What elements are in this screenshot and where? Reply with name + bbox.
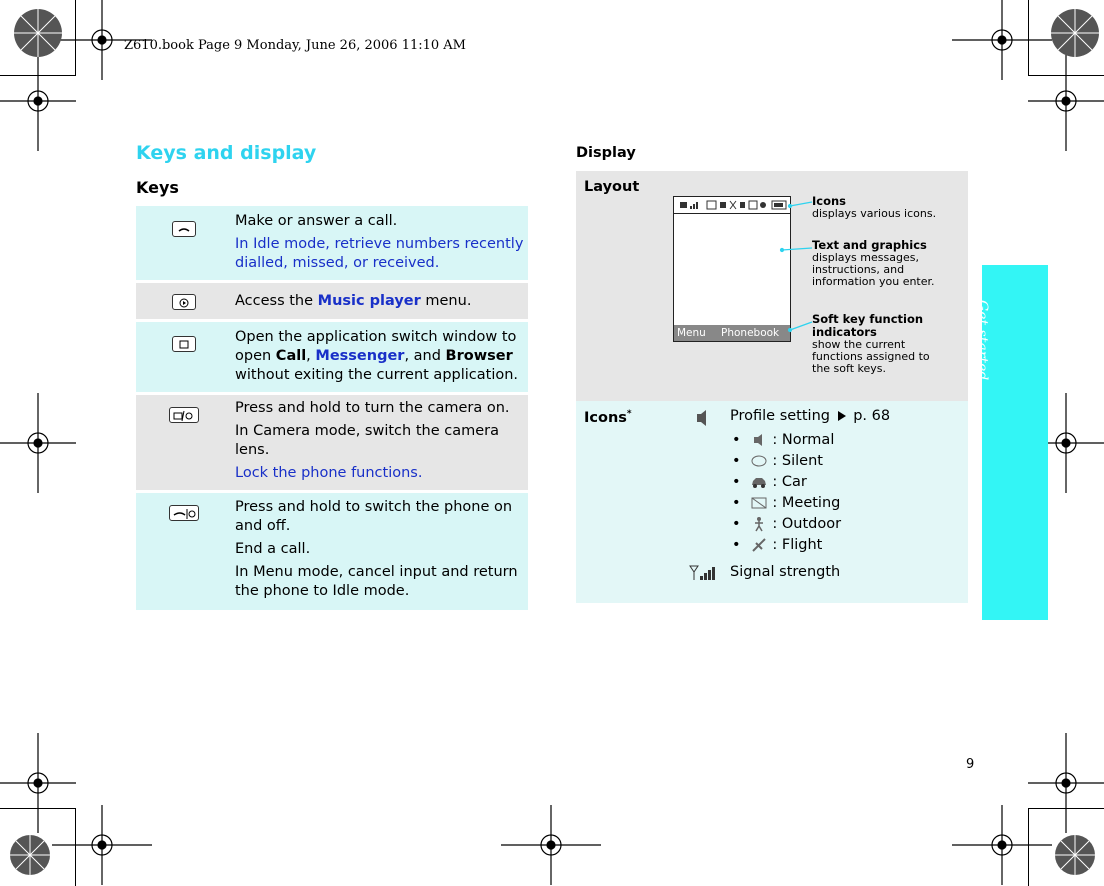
- profiles-list: [732, 430, 841, 556]
- key-camera-desc3: Lock the phone functions.: [235, 465, 423, 481]
- key-row-music: [136, 283, 528, 319]
- camera-key-icon: [169, 407, 199, 423]
- softkey-left: Menu: [677, 327, 706, 339]
- book-header: Z610.book Page 9 Monday, June 26, 2006 11:10 AM: [124, 38, 466, 53]
- triangle-arrow-icon: [837, 410, 847, 422]
- layout-label: Layout: [584, 179, 640, 195]
- list-item: • : Normal: [732, 432, 835, 448]
- music-player-link: Music player: [317, 293, 421, 309]
- callout-icons: Icons displays various icons.: [812, 194, 937, 220]
- key-appswitch-desc: Open the application switch window to open Call, Messenger, and Browser without exiting the current application.: [235, 329, 519, 383]
- list-item: • : Meeting: [732, 495, 841, 511]
- signal-strength-icon: [688, 564, 718, 582]
- power-end-key-icon: [169, 505, 199, 521]
- key-power-desc2: End a call.: [235, 541, 311, 557]
- page-title: Keys and display: [136, 142, 317, 164]
- key-power-desc3: In Menu mode, cancel input and return the phone to Idle mode.: [235, 564, 518, 599]
- keys-heading: Keys: [136, 178, 179, 197]
- side-tab-label: Get started: [974, 300, 990, 381]
- key-row-camera: [136, 395, 528, 490]
- key-row-appswitch: [136, 322, 528, 392]
- profile-setting-line: Profile setting p. 68: [730, 408, 891, 424]
- key-row-call: [136, 206, 528, 280]
- key-call-desc: Make or answer a call.: [235, 213, 398, 229]
- list-item: • : Outdoor: [732, 516, 842, 532]
- signal-strength-label: Signal strength: [730, 564, 841, 580]
- page-number: 9: [966, 757, 975, 772]
- key-call-idle-desc: In Idle mode, retrieve numbers recently dialled, missed, or received.: [235, 236, 524, 271]
- normal-profile-icon: [750, 432, 768, 448]
- list-item: • : Flight: [732, 537, 823, 553]
- call-key-icon: [172, 221, 196, 237]
- list-item: • : Car: [732, 474, 807, 490]
- speaker-icon: [692, 408, 712, 428]
- key-camera-desc2: In Camera mode, switch the camera lens.: [235, 423, 499, 458]
- softkey-right: Phonebook: [721, 327, 780, 339]
- car-profile-icon: [750, 474, 768, 490]
- key-camera-desc1: Press and hold to turn the camera on.: [235, 400, 510, 416]
- music-key-icon: [172, 294, 196, 310]
- callout-softkeys: Soft key function indicators show the current functions assigned to the soft keys.: [812, 312, 930, 375]
- key-music-desc: Access the Music player menu.: [235, 293, 472, 309]
- silent-profile-icon: [750, 453, 768, 469]
- flight-profile-icon: [750, 537, 768, 553]
- app-switch-key-icon: [172, 336, 196, 352]
- key-row-power: [136, 493, 528, 610]
- icons-label: Icons*: [584, 409, 632, 426]
- outdoor-profile-icon: [750, 516, 768, 532]
- display-heading: Display: [576, 145, 636, 161]
- side-tab: [982, 265, 1048, 620]
- callout-text: Text and graphics displays messages, instructions, and information you enter.: [812, 238, 935, 288]
- list-item: • : Silent: [732, 453, 823, 469]
- key-power-desc1: Press and hold to switch the phone on and off.: [235, 499, 513, 534]
- meeting-profile-icon: [750, 495, 768, 511]
